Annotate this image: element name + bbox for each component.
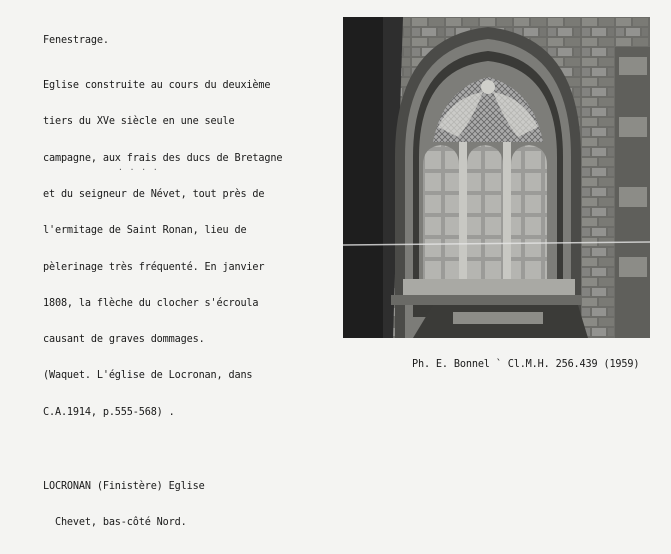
description-line: (Waquet. L'église de Locronan, dans (43, 370, 253, 382)
faint-dots-mark: · · · · (118, 165, 159, 174)
description-line: et du seigneur de Névet, tout près de (43, 189, 265, 201)
record-location (43, 457, 205, 554)
location-line: LOCRONAN (Finistère) Eglise (43, 481, 205, 493)
location-line: Chevet, bas-côté Nord. (43, 517, 187, 529)
description-line: l'ermitage de Saint Ronan, lieu de (43, 225, 247, 237)
description-line: campagne, aux frais des ducs de Bretagne (43, 152, 283, 164)
description-line: causant de graves dommages. (43, 334, 205, 346)
description-line: pèlerinage très fréquenté. En janvier (43, 261, 265, 273)
description-line: tiers du XVe siècle en une seule (43, 116, 235, 128)
record-description (43, 56, 282, 443)
description-line: C.A.1914, p.555-568) . (43, 406, 175, 418)
gothic-window-image (343, 17, 650, 338)
photo-credit: Ph. E. Bonnel ` Cl.M.H. 256.439 (1959) (412, 359, 640, 370)
window-photograph (343, 17, 650, 338)
description-line: Eglise construite au cours du deuxième (43, 80, 271, 92)
description-line: 1808, la flèche du clocher s'écroula (43, 297, 259, 309)
record-heading: Fenestrage. (43, 35, 109, 46)
